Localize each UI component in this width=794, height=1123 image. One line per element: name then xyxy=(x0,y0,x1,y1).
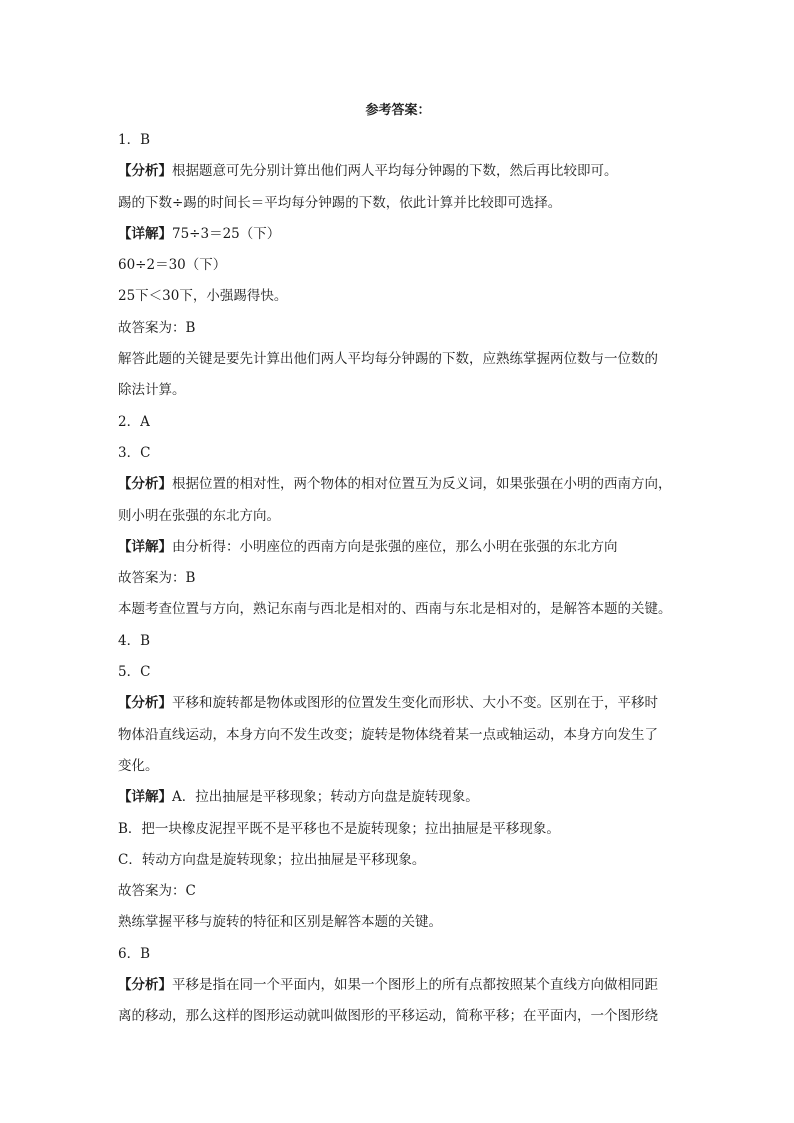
answer-line xyxy=(118,657,678,688)
answer-line xyxy=(118,188,678,219)
line-text: 4．B xyxy=(118,632,151,649)
section-tag: 【分析】 xyxy=(118,476,172,493)
line-text: 75÷3＝25（下） xyxy=(172,225,281,242)
line-text: 6．B xyxy=(118,945,151,962)
answer-line xyxy=(118,626,678,657)
line-text: C．转动方向盘是旋转现象；拉出抽屉是平移现象。 xyxy=(118,851,426,868)
line-text: 变化。 xyxy=(118,757,159,774)
line-text: 故答案为：B xyxy=(118,319,196,336)
section-tag: 【详解】 xyxy=(118,538,172,555)
answer-body xyxy=(118,125,678,1033)
answer-line xyxy=(118,407,678,438)
line-text: 则小明在张强的东北方向。 xyxy=(118,507,280,524)
answer-line xyxy=(118,970,678,1001)
section-tag: 【详解】 xyxy=(118,789,172,806)
line-text: 故答案为：B xyxy=(118,570,196,587)
section-tag: 【分析】 xyxy=(118,695,172,712)
line-text: A．拉出抽屉是平移现象；转动方向盘是旋转现象。 xyxy=(172,789,479,806)
line-text: 60÷2＝30（下） xyxy=(118,257,227,274)
line-text: 1．B xyxy=(118,132,151,148)
line-text: 根据题意可先分别计算出他们两人平均每分钟踢的下数，然后再比较即可。 xyxy=(172,163,618,180)
section-tag: 【分析】 xyxy=(118,977,172,994)
line-text: 踢的下数÷踢的时间长＝平均每分钟踢的下数，依此计算并比较即可选择。 xyxy=(118,194,562,211)
answer-line xyxy=(118,156,678,187)
line-text: 熟练掌握平移与旋转的特征和区别是解答本题的关键。 xyxy=(118,914,442,931)
page-title: 参考答案： xyxy=(365,103,431,118)
line-text: 故答案为：C xyxy=(118,883,196,900)
answer-line xyxy=(118,375,678,406)
section-tag: 【详解】 xyxy=(118,225,172,242)
answer-line xyxy=(118,219,678,250)
line-text: 本题考查位置与方向，熟记东南与西北是相对的、西南与东北是相对的，是解答本题的关键。 xyxy=(118,601,672,618)
answer-line xyxy=(118,814,678,845)
answer-line xyxy=(118,438,678,469)
line-text: 2．A xyxy=(118,413,150,430)
line-text: 3．C xyxy=(118,444,151,461)
section-tag: 【分析】 xyxy=(118,163,172,180)
line-text: 离的移动，那么这样的图形运动就叫做图形的平移运动，简称平移；在平面内，一个图形绕 xyxy=(118,1008,658,1025)
answer-line xyxy=(118,845,678,876)
line-text: 解答此题的关键是要先计算出他们两人平均每分钟踢的下数，应熟练掌握两位数与一位数的 xyxy=(118,351,658,368)
answer-line xyxy=(118,594,678,625)
line-text: 物体沿直线运动，本身方向不发生改变；旋转是物体绕着某一点或轴运动，本身方向发生了 xyxy=(118,726,658,743)
answer-line xyxy=(118,532,678,563)
line-text: 25下＜30下，小强踢得快。 xyxy=(118,288,288,305)
line-text: B．把一块橡皮泥捏平既不是平移也不是旋转现象；拉出抽屉是平移现象。 xyxy=(118,820,560,837)
line-text: 根据位置的相对性，两个物体的相对位置互为反义词，如果张强在小明的西南方向， xyxy=(172,476,672,493)
answer-line xyxy=(118,876,678,907)
answer-line xyxy=(118,939,678,970)
line-text: 5．C xyxy=(118,664,151,681)
answer-line xyxy=(118,1001,678,1032)
answer-line xyxy=(118,751,678,782)
answer-line xyxy=(118,720,678,751)
line-text: 平移和旋转都是物体或图形的位置发生变化而形状、大小不变。区别在于，平移时 xyxy=(172,695,658,712)
line-text: 平移是指在同一个平面内，如果一个图形上的所有点都按照某个直线方向做相同距 xyxy=(172,977,658,994)
answer-line xyxy=(118,469,678,500)
line-text: 由分析得：小明座位的西南方向是张强的座位，那么小明在张强的东北方向 xyxy=(172,538,618,555)
line-text: 除法计算。 xyxy=(118,382,186,399)
answer-line xyxy=(118,688,678,719)
answer-line xyxy=(118,281,678,312)
answer-line xyxy=(118,501,678,532)
answer-line xyxy=(118,313,678,344)
answer-line xyxy=(118,344,678,375)
answer-page xyxy=(118,96,678,1033)
answer-line xyxy=(118,125,678,156)
answer-line xyxy=(118,782,678,813)
answer-line xyxy=(118,250,678,281)
answer-line xyxy=(118,563,678,594)
answer-line xyxy=(118,907,678,938)
